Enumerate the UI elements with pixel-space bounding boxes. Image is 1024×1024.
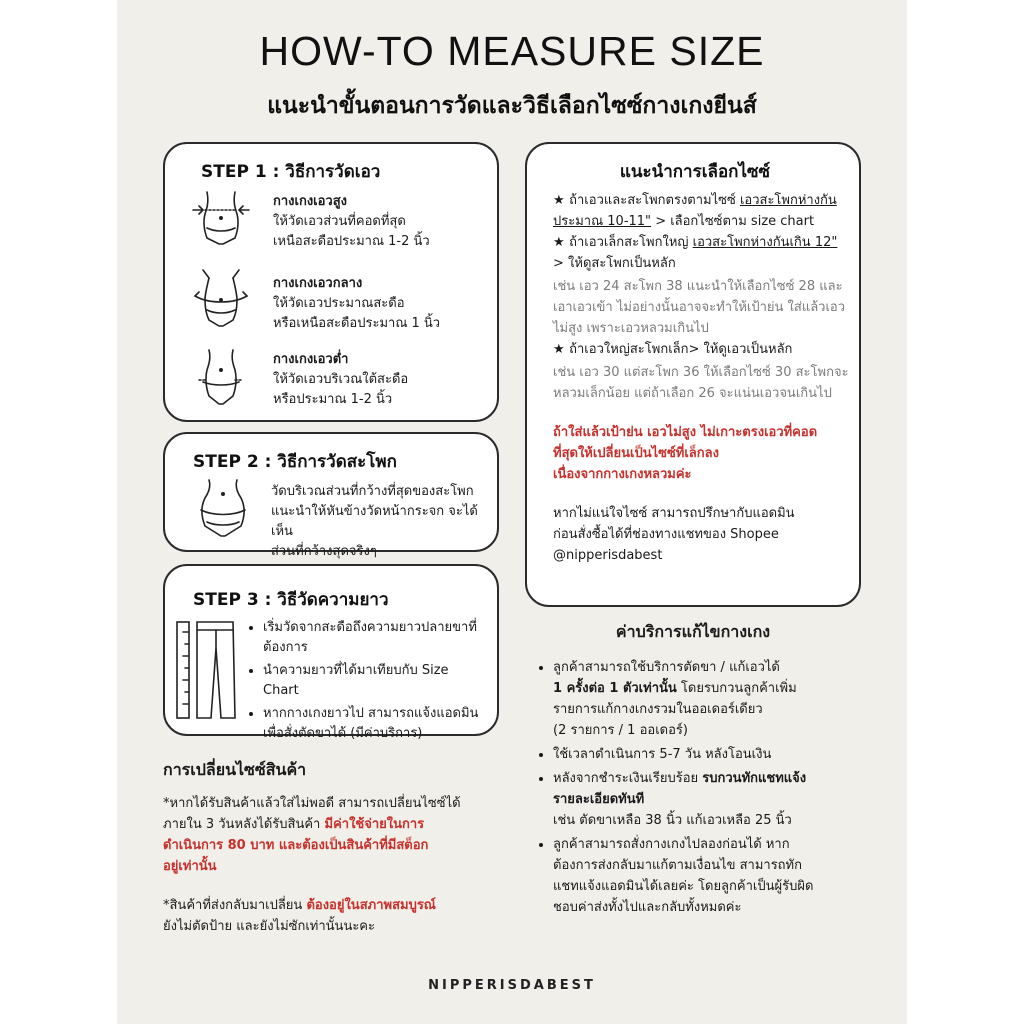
step3-heading: STEP 3 : วิธีวัดความยาว xyxy=(193,590,389,610)
page-subtitle: แนะนำขั้นตอนการวัดและวิธีเลือกไซซ์กางเกงยีนส์ xyxy=(267,93,757,119)
step1-heading: STEP 1 : วิธีการวัดเอว xyxy=(201,162,381,182)
alteration-b3-example: เช่น ตัดขาเหลือ 38 นิ้ว แก้เอวเหลือ 25 นิ้ว xyxy=(553,813,792,828)
step1-item-high xyxy=(273,192,430,252)
advice-p1-b: > เลือกไซซ์ตาม size chart xyxy=(655,214,815,229)
exchange-p1-red2: ดำเนินการ 80 บาท และต้องเป็นสินค้าที่มีสต็อก xyxy=(163,838,429,853)
mid-waist-title: กางเกงเอวกลาง xyxy=(273,276,363,291)
alteration-b4-line4: ชอบค่าส่งทั้งไปและกลับทั้งหมดค่ะ xyxy=(553,900,742,915)
alteration-b3-bold2: รายละเอียดทันที xyxy=(553,792,645,807)
advice-contact-1: หากไม่แน่ใจไซซ์ สามารถปรึกษากับแอดมิน xyxy=(553,506,795,521)
alteration-section xyxy=(525,620,861,921)
high-waist-line2: เหนือสะดือประมาณ 1-2 นิ้ว xyxy=(273,234,430,249)
step3-bullet-2: • นำความยาวที่ได้มาเทียบกับ Size Chart xyxy=(263,661,487,701)
size-advice-card xyxy=(525,142,861,607)
step2-card xyxy=(163,432,499,559)
alteration-b1-bold: 1 ครั้งต่อ 1 ตัวเท่านั้น xyxy=(553,681,677,696)
high-waist-line1: ให้วัดเอวส่วนที่คอดที่สุด xyxy=(273,214,406,229)
advice-p1-underline: เอวสะโพกห่างกัน xyxy=(739,193,837,208)
alteration-b1-line1: • ลูกค้าสามารถใช้บริการตัดขา / แก้เอวได้ xyxy=(553,660,780,675)
exchange-heading: การเปลี่ยนไซซ์สินค้า xyxy=(163,760,307,779)
advice-p2-example2: เอาเอวเข้า ไม่อย่างนั้นอาจจะทำให้เป้าย่น ใส่แล้วเอว xyxy=(553,300,846,315)
advice-p3-a: ถ้าเอวใหญ่สะโพกเล็ก> ให้ดูเอวเป็นหลัก xyxy=(569,342,793,357)
step2-line3: ส่วนที่กว้างสุดจริงๆ xyxy=(271,544,377,559)
exchange-p1-a: ภายใน 3 วันหลังได้รับสินค้า xyxy=(163,817,321,832)
alteration-bullet-2: • ใช้เวลาดำเนินการ 5-7 วัน หลังโอนเงิน xyxy=(553,744,861,765)
exchange-body xyxy=(163,793,513,937)
advice-warning-2: ที่สุดให้เปลี่ยนเป็นไซซ์ที่เล็กลง xyxy=(553,446,719,461)
advice-p2-example3: ไม่สูง เพราะเอวหลวมเกินไป xyxy=(553,321,709,336)
exchange-p2-a: *สินค้าที่ส่งกลับมาเปลี่ยน xyxy=(163,898,303,913)
alteration-b1-line4: (2 รายการ / 1 ออเดอร์) xyxy=(553,723,688,738)
step3-bullet-3: • หากกางเกงยาวไป สามารถแจ้งแอดมินเพื่อสั่งตัดขาได้ (มีค่าบริการ) xyxy=(263,704,487,744)
exchange-p2-line2: ยังไม่ตัดป้าย และยังไม่ซักเท่านั้นนะคะ xyxy=(163,919,375,934)
low-waist-line2: หรือประมาณ 1-2 นิ้ว xyxy=(273,392,393,407)
alteration-b3-line1: หลังจากชำระเงินเรียบร้อย xyxy=(553,771,699,786)
waist-mid-icon xyxy=(189,266,253,330)
alteration-b4-line1: • ลูกค้าสามารถสั่งกางเกงไปลองก่อนได้ หาก xyxy=(553,837,790,852)
alteration-heading: ค่าบริการแก้ไขกางเกง xyxy=(615,622,771,641)
alteration-body xyxy=(525,657,861,918)
low-waist-title: กางเกงเอวต่ำ xyxy=(273,352,349,367)
alteration-bullet-3 xyxy=(553,768,861,831)
advice-p2-b: > ให้ดูสะโพกเป็นหลัก xyxy=(553,256,676,271)
star-icon: ★ xyxy=(553,235,565,250)
advice-p1-underline2: ประมาณ 10-11" xyxy=(553,214,652,229)
step3-bullets xyxy=(241,618,487,747)
page-title: HOW-TO MEASURE SIZE xyxy=(259,28,765,74)
step3-bullet-1: • เริ่มวัดจากสะดือถึงความยาวปลายขาที่ต้องการ xyxy=(263,618,487,658)
exchange-p2-red: ต้องอยู่ในสภาพสมบูรณ์ xyxy=(306,898,436,913)
advice-p1-line1 xyxy=(553,190,853,211)
alteration-bullet-1 xyxy=(553,657,861,741)
waist-low-icon xyxy=(189,346,253,410)
star-icon: ★ xyxy=(553,342,565,357)
mid-waist-line2: หรือเหนือสะดือประมาณ 1 นิ้ว xyxy=(273,316,441,331)
advice-contact-2: ก่อนสั่งซื้อได้ที่ช่องทางแชทของ Shopee xyxy=(553,527,779,542)
exchange-p1-red: มีค่าใช้จ่ายในการ xyxy=(324,817,425,832)
step2-text xyxy=(271,482,497,562)
advice-p3-line1 xyxy=(553,339,853,360)
advice-warning-1: ถ้าใส่แล้วเป้าย่น เอวไม่สูง ไม่เกาะตรงเอวที่คอด xyxy=(553,425,818,440)
advice-p2-underline: เอวสะโพกห่างกันเกิน 12" xyxy=(692,235,838,250)
size-advice-heading: แนะนำการเลือกไซซ์ xyxy=(619,162,771,182)
hip-icon xyxy=(191,476,255,540)
step2-line2: แนะนำให้หันข้างวัดหน้ากระจก จะได้เห็น xyxy=(271,504,478,539)
alteration-bullet-4 xyxy=(553,834,861,918)
low-waist-line1: ให้วัดเอวบริเวณใต้สะดือ xyxy=(273,372,409,387)
advice-p2-a: ถ้าเอวเล็กสะโพกใหญ่ xyxy=(569,235,689,250)
advice-contact-handle: @nipperisdabest xyxy=(553,548,663,563)
alteration-b4-line3: แชทแจ้งแอดมินได้เลยค่ะ โดยลูกค้าเป็นผู้รับผิด xyxy=(553,879,814,894)
alteration-b3-bold: รบกวนทักแชทแจ้ง xyxy=(702,771,807,786)
advice-p3-example2: หลวมเล็กน้อย แต่ถ้าเลือก 26 จะแน่นเอวจนเกินไป xyxy=(553,386,832,401)
alteration-b1-line3: รายการแก้กางเกงรวมในออเดอร์เดียว xyxy=(553,702,763,717)
size-guide-page xyxy=(117,0,907,1024)
step1-item-low xyxy=(273,350,408,410)
jeans-length-icon xyxy=(173,618,239,722)
exchange-p1-red3: อยู่เท่านั้น xyxy=(163,859,217,874)
advice-p1-a: ถ้าเอวและสะโพกตรงตามไซซ์ xyxy=(569,193,736,208)
advice-p2-example1: เช่น เอว 24 สะโพก 38 แนะนำให้เลือกไซซ์ 28 และ xyxy=(553,279,843,294)
alteration-b1-line2: โดยรบกวนลูกค้าเพิ่ม xyxy=(680,681,797,696)
high-waist-title: กางเกงเอวสูง xyxy=(273,194,348,209)
step3-card xyxy=(163,564,499,741)
exchange-p2-line1 xyxy=(163,895,513,916)
advice-warning-3: เนื่องจากกางเกงหลวมค่ะ xyxy=(553,467,692,482)
advice-p3-example1: เช่น เอว 30 แต่สะโพก 36 ให้เลือกไซซ์ 30 สะโพกจะ xyxy=(553,365,849,380)
step2-heading: STEP 2 : วิธีการวัดสะโพก xyxy=(193,452,397,472)
step1-card xyxy=(163,142,499,422)
exchange-section xyxy=(163,758,513,937)
step1-item-mid xyxy=(273,274,440,334)
step2-line1: วัดบริเวณส่วนที่กว้างที่สุดของสะโพก xyxy=(271,484,474,499)
exchange-p1-line1: *หากได้รับสินค้าแล้วใส่ไม่พอดี สามารถเปลี่ยนไซซ์ได้ xyxy=(163,796,461,811)
advice-p2-line1 xyxy=(553,232,853,253)
advice-p1-line2 xyxy=(553,211,853,232)
star-icon: ★ xyxy=(553,193,565,208)
alteration-b4-line2: ต้องการส่งกลับมาแก้ตามเงื่อนไข สามารถทัก xyxy=(553,858,802,873)
exchange-p1-line2 xyxy=(163,814,513,835)
brand-footer: NIPPERISDABEST xyxy=(428,978,596,993)
size-advice-body xyxy=(553,190,853,566)
waist-high-icon xyxy=(189,188,253,248)
mid-waist-line1: ให้วัดเอวประมาณสะดือ xyxy=(273,296,405,311)
